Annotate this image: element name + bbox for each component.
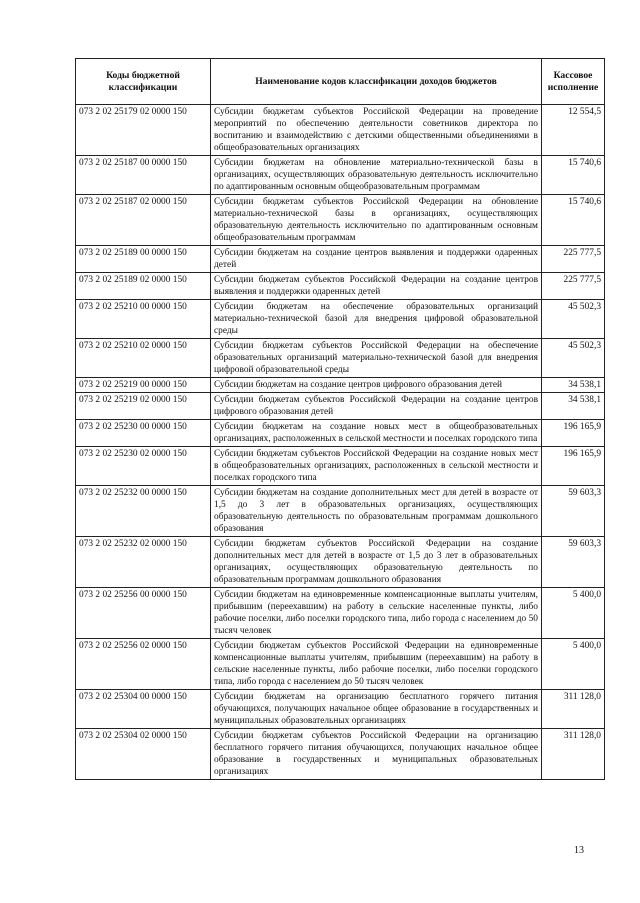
classification-name-cell: Субсидии бюджетам на обеспечение образовательных организаций материально-технической базой для внедрения цифровой образовательной среды <box>211 300 542 339</box>
classification-name-cell: Субсидии бюджетам субъектов Российской Федерации на единовременные компенсационные выплаты учителям, прибывшим (переехавшим) на работу в сельские населенные пункты, либо рабочие поселки, либо поселки городского типа, либо города с населением до 50 тысяч человек <box>211 639 542 690</box>
classification-name-cell: Субсидии бюджетам на создание центров выявления и поддержки одаренных детей <box>211 246 542 273</box>
classification-name-cell: Субсидии бюджетам на создание дополнительных мест для детей в возрасте от 1,5 до 3 лет в образовательных организациях, осуществляющих образовательную деятельность по образовательным программам дошкольного образования <box>211 486 542 537</box>
table-header-row <box>76 59 605 105</box>
header-cash-execution: Кассовое исполнение <box>542 59 605 105</box>
classification-code-cell: 073 2 02 25187 00 0000 150 <box>76 156 211 195</box>
classification-code-cell: 073 2 02 25219 02 0000 150 <box>76 393 211 420</box>
table-row <box>76 729 605 780</box>
classification-code-cell: 073 2 02 25232 02 0000 150 <box>76 537 211 588</box>
cash-execution-cell: 225 777,5 <box>542 246 605 273</box>
table-row <box>76 639 605 690</box>
table-row <box>76 393 605 420</box>
classification-name-cell: Субсидии бюджетам субъектов Российской Федерации на проведение мероприятий по обеспечению деятельности советников директора по воспитанию и взаимодействию с детскими общественными объединениями в общеобразовательных организациях <box>211 105 542 156</box>
classification-name-cell: Субсидии бюджетам субъектов Российской Федерации на организацию бесплатного горячего питания обучающихся, получающих начальное общее образование в государственных и муниципальных образовательных организациях <box>211 729 542 780</box>
cash-execution-cell: 196 165,9 <box>542 420 605 447</box>
classification-code-cell: 073 2 02 25304 00 0000 150 <box>76 690 211 729</box>
cash-execution-cell: 15 740,6 <box>542 195 605 246</box>
classification-name-cell: Субсидии бюджетам субъектов Российской Федерации на создание центров цифрового образования детей <box>211 393 542 420</box>
page-number: 13 <box>574 845 584 856</box>
table-row <box>76 156 605 195</box>
classification-name-cell: Субсидии бюджетам субъектов Российской Федерации на создание центров выявления и поддержки одаренных детей <box>211 273 542 300</box>
classification-code-cell: 073 2 02 25219 00 0000 150 <box>76 378 211 393</box>
classification-code-cell: 073 2 02 25304 02 0000 150 <box>76 729 211 780</box>
table-row <box>76 537 605 588</box>
classification-code-cell: 073 2 02 25189 02 0000 150 <box>76 273 211 300</box>
classification-code-cell: 073 2 02 25179 02 0000 150 <box>76 105 211 156</box>
classification-name-cell: Субсидии бюджетам на создание центров цифрового образования детей <box>211 378 542 393</box>
classification-code-cell: 073 2 02 25256 02 0000 150 <box>76 639 211 690</box>
classification-code-cell: 073 2 02 25210 02 0000 150 <box>76 339 211 378</box>
classification-code-cell: 073 2 02 25230 02 0000 150 <box>76 447 211 486</box>
cash-execution-cell: 311 128,0 <box>542 690 605 729</box>
table-row <box>76 690 605 729</box>
cash-execution-cell: 12 554,5 <box>542 105 605 156</box>
classification-name-cell: Субсидии бюджетам на обновление материально-технической базы в организациях, осуществляющих образовательную деятельность исключительно по адаптированным основным общеобразовательным программам <box>211 156 542 195</box>
table-row <box>76 300 605 339</box>
classification-name-cell: Субсидии бюджетам на единовременные компенсационные выплаты учителям, прибывшим (переехавшим) на работу в сельские населенные пункты, либо рабочие поселки, либо поселки городского типа, либо города с населением до 50 тысяч человек <box>211 588 542 639</box>
cash-execution-cell: 59 603,3 <box>542 537 605 588</box>
table-row <box>76 486 605 537</box>
table-body <box>76 105 605 780</box>
cash-execution-cell: 45 502,3 <box>542 300 605 339</box>
classification-code-cell: 073 2 02 25187 02 0000 150 <box>76 195 211 246</box>
cash-execution-cell: 45 502,3 <box>542 339 605 378</box>
cash-execution-cell: 196 165,9 <box>542 447 605 486</box>
cash-execution-cell: 311 128,0 <box>542 729 605 780</box>
table-row <box>76 339 605 378</box>
classification-name-cell: Субсидии бюджетам на организацию бесплатного горячего питания обучающихся, получающих начальное общее образование в государственных и муниципальных образовательных организациях <box>211 690 542 729</box>
cash-execution-cell: 34 538,1 <box>542 378 605 393</box>
table-row <box>76 420 605 447</box>
cash-execution-cell: 59 603,3 <box>542 486 605 537</box>
classification-code-cell: 073 2 02 25189 00 0000 150 <box>76 246 211 273</box>
classification-name-cell: Субсидии бюджетам на создание новых мест в общеобразовательных организациях, расположенных в сельской местности и поселках городского типа <box>211 420 542 447</box>
header-codes: Коды бюджетной классификации <box>76 59 211 105</box>
cash-execution-cell: 34 538,1 <box>542 393 605 420</box>
table-row <box>76 273 605 300</box>
cash-execution-cell: 5 400,0 <box>542 639 605 690</box>
classification-code-cell: 073 2 02 25256 00 0000 150 <box>76 588 211 639</box>
table-row <box>76 378 605 393</box>
header-name: Наименование кодов классификации доходов бюджетов <box>211 59 542 105</box>
classification-name-cell: Субсидии бюджетам субъектов Российской Федерации на создание новых мест в общеобразовательных организациях, расположенных в сельской местности и поселках городского типа <box>211 447 542 486</box>
table-row <box>76 195 605 246</box>
budget-revenue-table <box>75 58 605 780</box>
cash-execution-cell: 225 777,5 <box>542 273 605 300</box>
classification-name-cell: Субсидии бюджетам субъектов Российской Федерации на обеспечение образовательных организаций материально-технической базой для внедрения цифровой образовательной среды <box>211 339 542 378</box>
classification-code-cell: 073 2 02 25232 00 0000 150 <box>76 486 211 537</box>
classification-code-cell: 073 2 02 25210 00 0000 150 <box>76 300 211 339</box>
cash-execution-cell: 15 740,6 <box>542 156 605 195</box>
classification-code-cell: 073 2 02 25230 00 0000 150 <box>76 420 211 447</box>
table-row <box>76 447 605 486</box>
cash-execution-cell: 5 400,0 <box>542 588 605 639</box>
classification-name-cell: Субсидии бюджетам субъектов Российской Федерации на обновление материально-технической базы в организациях, осуществляющих образовательную деятельность исключительно по адаптированным основным общеобразовательным программам <box>211 195 542 246</box>
table-row <box>76 105 605 156</box>
classification-name-cell: Субсидии бюджетам субъектов Российской Федерации на создание дополнительных мест для детей в возрасте от 1,5 до 3 лет в образовательных организациях, осуществляющих образовательную деятельность по образовательным программам дошкольного образования <box>211 537 542 588</box>
table-row <box>76 246 605 273</box>
table-row <box>76 588 605 639</box>
